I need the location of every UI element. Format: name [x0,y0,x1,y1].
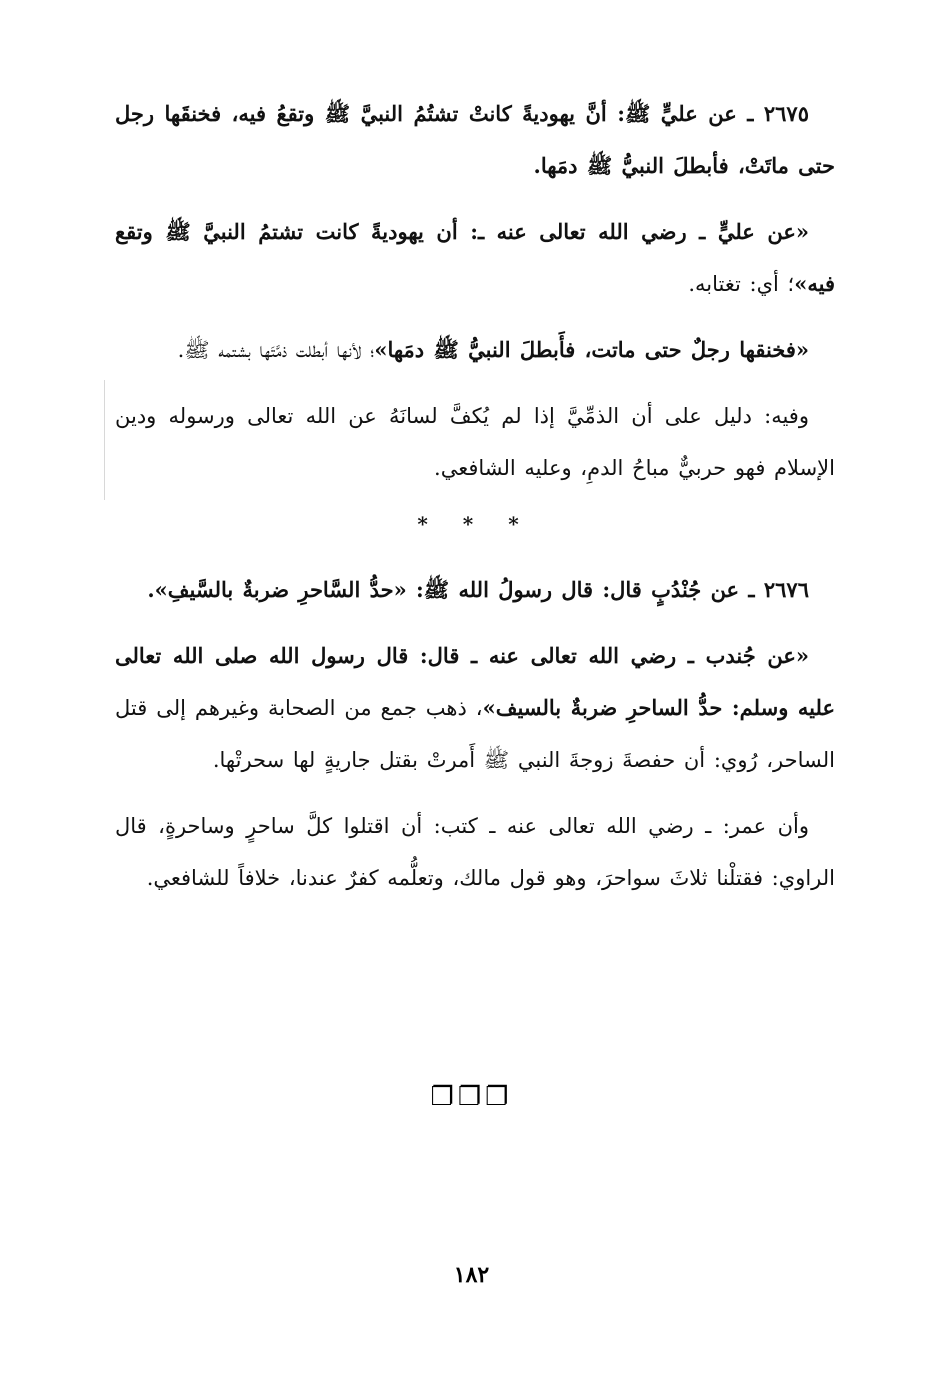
margin-guide-line [104,380,105,500]
commentary-2675-explanation-1: ؛ أي: تغتابه. [688,272,795,296]
commentary-2675-paragraph-3: وفيه: دليل على أن الذمِّيَّ إذا لم يُكفَّ لسانَهُ عن الله تعالى ورسوله ودين الإسلام فهو حربيٌّ مباحُ الدمِ، وعليه الشافعي. [115,404,835,480]
page-number: ١٨٢ [453,1262,490,1288]
commentary-2675-explanation-2: ؛ لأنها أبطلت ذمَّتَها بشتمه ﷺ. [177,338,375,362]
hadith-2676: ٢٦٧٦ ـ عن جُنْدُبٍ قال: قال رسولُ الله ﷺ: «حدُّ السَّاحرِ ضربةٌ بالسَّيفِ». [147,577,809,602]
commentary-2675-quote-1: «عن عليٍّ ـ رضي الله تعالى عنه ـ: أن يهوديةً كانت تشتمُ النبيَّ ﷺ وتقع فيه» [115,219,835,296]
commentary-2676-paragraph-1 [115,630,835,786]
section-separator: * * * [417,512,533,536]
hadith-2675: ٢٦٧٥ ـ عن عليٍّ ﷺ: أنَّ يهوديةً كانتْ تشتُمُ النبيَّ ﷺ وتقعُ فيه، فخنقَها رجل حتى ماتَتْ، فأبطلَ النبيُّ ﷺ دمَها. [115,101,835,178]
commentary-2675-quote-2: «فخنقها رجلٌ حتى ماتت، فأَبطلَ النبيُّ ﷺ دمَها» [374,337,809,362]
commentary-2675-paragraph-1 [115,206,835,310]
commentary-2676-paragraph-2: وأن عمر: ـ رضي الله تعالى عنه ـ كتب: أن اقتلوا كلَّ ساحرٍ وساحرةٍ، قال الراوي: فقتلْنا ثلاثَ سواحرَ، وهو قول مالك، وتعلُّمه كفرٌ عندنا، خلافاً للشافعي. [115,814,835,890]
commentary-2676-quote-1: «عن جُندب ـ رضي الله تعالى عنه ـ قال: قال رسول الله صلى الله تعالى عليه وسلم: حدُّ الساحرِ ضربةٌ بالسيف» [115,643,835,720]
document-page [115,88,835,918]
commentary-2675-paragraph-2 [115,324,835,376]
end-of-section-marker: ❐❐❐ [430,1082,513,1112]
commentary-2676-explanation-1: ، ذهب جمع من الصحابة وغيرهم إلى قتل الساحر، رُوي: أن حفصةَ زوجةَ النبي ﷺ أَمرتْ بقتل جاريةٍ لها سحرتْها. [115,696,835,772]
